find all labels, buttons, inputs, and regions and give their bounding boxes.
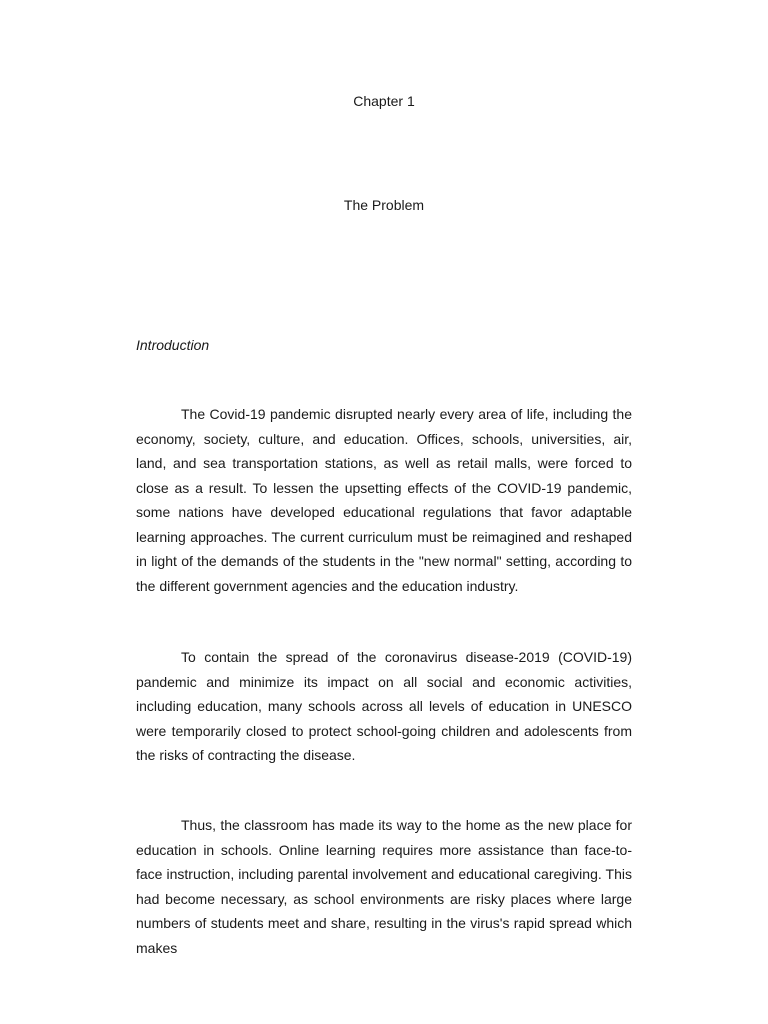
paragraph: To contain the spread of the coronavirus disease-2019 (COVID-19) pandemic and minimize its impact on all social and economic activities, including education, many schools across all levels of education in UNESCO were temporarily closed to protect school-going children and adolescents from the risks of contracting the disease. xyxy=(136,649,632,763)
section-heading: Introduction xyxy=(136,337,210,353)
chapter-heading: Chapter 1 xyxy=(353,93,415,109)
paragraph: Thus, the classroom has made its way to the home as the new place for education in schools. Online learning requires more assistance than face-to-face instruction, including parental involvement and educational caregiving. This had become necessary, as school environments are risky places where large numbers of students meet and share, resulting in the virus's rapid spread which makes xyxy=(136,817,632,956)
chapter-title: The Problem xyxy=(343,197,425,213)
paragraph: The Covid-19 pandemic disrupted nearly every area of life, including the economy, society, culture, and education. Offices, schools, universities, air, land, and sea transportation stations, as well as retail malls, were forced to close as a result. To lessen the upsetting effects of the COVID-19 pandemic, some nations have developed educational regulations that favor adaptable learning approaches. The current curriculum must be reimagined and reshaped in light of the demands of the students in the "new normal" setting, according to the different government agencies and the education industry. xyxy=(136,406,632,594)
